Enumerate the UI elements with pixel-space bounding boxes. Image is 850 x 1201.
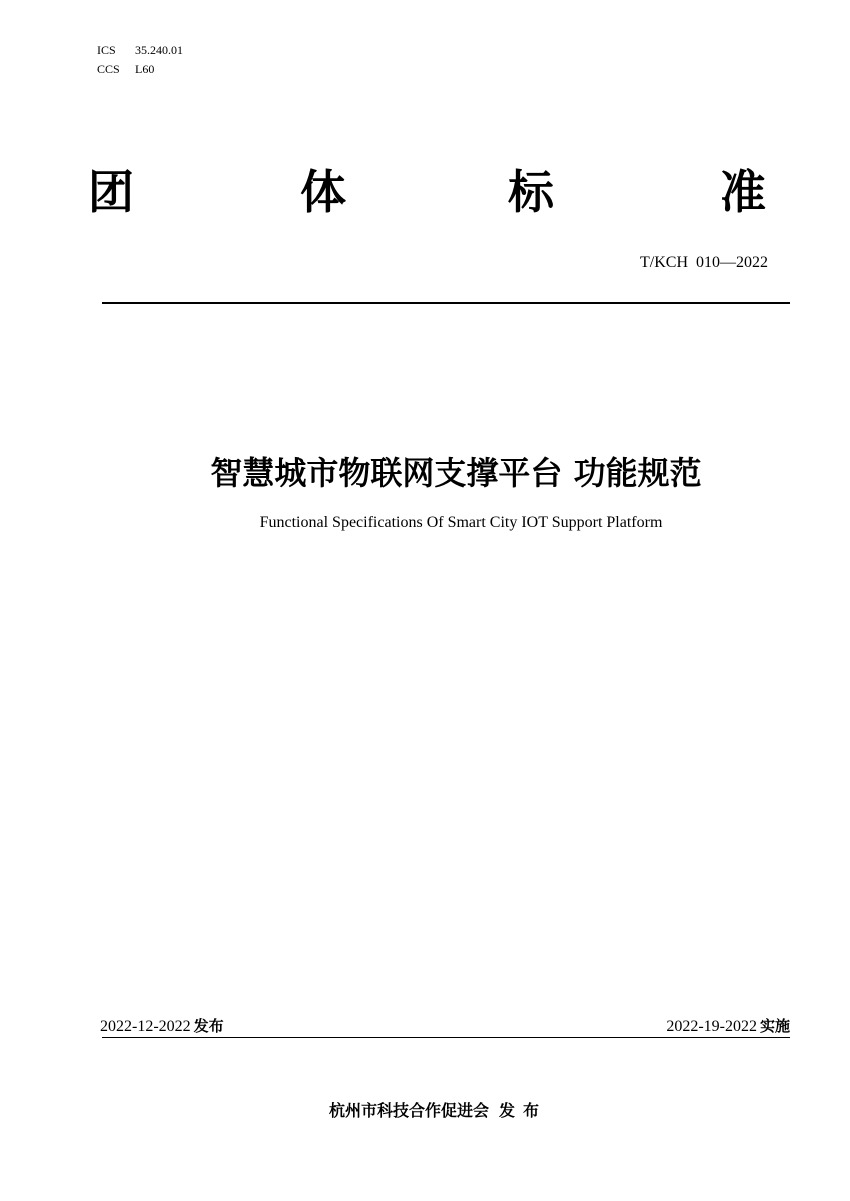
heading-char-3: 标 [508,165,554,219]
publisher-action-1: 发 [498,1101,515,1120]
publisher-action-2: 布 [523,1101,540,1120]
publish-date-block [100,1015,224,1036]
implement-date-block [666,1015,790,1036]
top-divider [102,302,790,304]
bottom-divider [102,1037,790,1038]
publish-label: 发布 [193,1017,224,1035]
ics-label: ICS [97,43,116,57]
implement-date: 2022-19-2022 [666,1018,757,1035]
heading-char-2: 体 [300,165,346,219]
ccs-row [97,60,183,79]
implement-label: 实施 [759,1017,790,1035]
publisher-name: 杭州市科技合作促进会 [328,1101,489,1120]
publisher-line [0,1098,850,1121]
heading-char-4: 准 [720,165,766,219]
standard-type-heading [88,160,772,224]
document-title-english: Functional Specifications Of Smart City IOT Support Platform [259,514,663,531]
ccs-label: CCS [97,62,120,76]
publish-date: 2022-12-2022 [100,1018,191,1035]
ics-row [97,41,183,60]
ics-value: 35.240.01 [135,43,183,57]
document-title-chinese: 智慧城市物联网支撑平台 功能规范 [210,454,702,492]
ccs-value: L60 [135,62,155,76]
classification-codes [97,41,183,79]
standard-number: T/KCH 010—2022 [640,254,768,271]
heading-char-1: 团 [88,165,134,219]
